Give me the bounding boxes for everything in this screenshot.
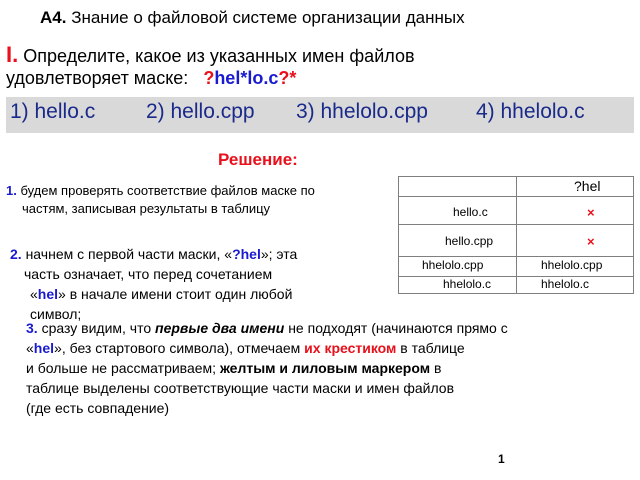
mask-part: hel*lo.c <box>214 68 279 88</box>
table-row-name: hhelolo.cpp <box>422 258 484 272</box>
answer-option-3: 3) hhelolo.cpp <box>296 100 428 123</box>
step-text: таблице выделены соответствующие части маски и имен файлов <box>26 380 455 396</box>
question-text-line2: удовлетворяет маске: <box>6 68 189 88</box>
step-3 <box>26 318 606 418</box>
step-text: « <box>30 286 38 302</box>
table-line <box>398 176 399 294</box>
slide-title <box>40 8 465 28</box>
table-row-result: hhelolo.c <box>541 277 590 291</box>
mask-part: * <box>289 68 297 88</box>
solution-label: Решение: <box>218 150 298 169</box>
marker-highlight: желтым и лиловым маркером <box>219 360 431 376</box>
step-text: (где есть совпадение) <box>26 400 170 416</box>
hel-highlight: hel <box>37 286 59 302</box>
table-row-result: hhelolo.cpp <box>541 258 603 272</box>
crosses-highlight: их крестиком <box>304 340 397 356</box>
table-row-name: hello.cpp <box>445 234 494 248</box>
mask-part: ? <box>203 68 215 88</box>
step-number: 3. <box>26 320 38 336</box>
title-text: Знание о файловой системе организации данных <box>66 8 465 27</box>
step-text: и больше не рассматриваем; <box>26 360 220 376</box>
file-mask <box>203 68 296 88</box>
cross-mark-icon: × <box>587 234 595 249</box>
step-text: не подходят (начинаются прямо с <box>284 320 508 336</box>
step-text: частям, записывая результаты в таблицу <box>22 201 271 216</box>
step-2 <box>10 244 382 324</box>
step-text: часть означает, что перед сочетанием <box>24 266 273 282</box>
question-text-line1: Определите, какое из указанных имен файлов <box>18 46 415 66</box>
step-text: в таблице <box>396 340 465 356</box>
step-text: »; эта <box>260 246 298 262</box>
answer-options <box>6 97 634 133</box>
step-number: 1. <box>6 183 17 198</box>
answer-option-1: 1) hello.c <box>10 100 96 123</box>
step-number: 2. <box>10 246 22 262</box>
cross-mark-icon: × <box>587 205 595 220</box>
result-table <box>398 176 634 294</box>
mask-highlight: ?hel <box>232 246 261 262</box>
step-text: » в начале имени стоит один любой <box>58 286 293 302</box>
step-text: символ; <box>30 306 82 322</box>
page-number: 1 <box>498 452 505 466</box>
table-line <box>633 176 634 294</box>
step-1 <box>6 182 402 218</box>
title-prefix: А4. <box>40 8 67 27</box>
question-line1 <box>6 44 626 67</box>
first-two-names: первые два имени <box>155 320 285 336</box>
table-row-name: hhelolo.c <box>443 277 492 291</box>
table-row-name: hello.c <box>453 205 488 219</box>
answer-option-4: 4) hhelolo.c <box>476 100 585 123</box>
question-number: I. <box>6 42 19 67</box>
question <box>6 44 626 89</box>
table-line <box>516 176 517 294</box>
step-text: в <box>430 360 442 376</box>
table-header: ?hel <box>574 178 601 194</box>
step-text: будем проверять соответствие файлов маске по <box>16 183 315 198</box>
hel-highlight: hel <box>33 340 55 356</box>
step-text: сразу видим, что <box>37 320 156 336</box>
step-text: », без стартового символа), отмечаем <box>54 340 305 356</box>
answer-option-2: 2) hello.cpp <box>146 100 255 123</box>
mask-part: ? <box>278 68 290 88</box>
question-line2 <box>6 67 626 89</box>
step-text: начнем с первой части маски, « <box>21 246 233 262</box>
step-text: « <box>26 340 34 356</box>
